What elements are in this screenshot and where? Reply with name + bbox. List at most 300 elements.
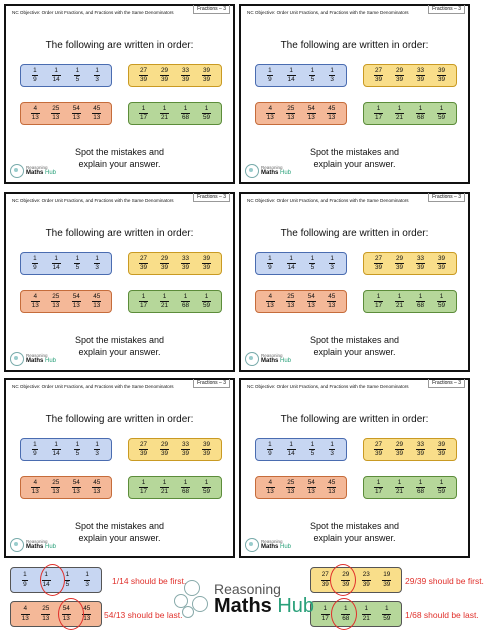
numerator: 1	[268, 66, 272, 74]
fraction	[395, 256, 404, 272]
green-fraction-box	[128, 476, 222, 499]
task-line-1: Spot the mistakes and	[74, 147, 165, 157]
hub-icon	[245, 164, 259, 178]
logo-word-reasoning: Reasoning	[26, 352, 48, 358]
fraction	[395, 480, 404, 496]
yellow-fraction-box	[128, 252, 222, 275]
denominator: 13	[62, 614, 70, 622]
logo-word-reasoning: Reasoning	[214, 580, 281, 597]
fraction	[51, 106, 60, 122]
fraction	[139, 480, 148, 496]
numerator: 1	[330, 254, 334, 262]
card-heading: The following are written in order:	[45, 414, 194, 425]
fraction	[32, 442, 38, 458]
fraction	[160, 106, 169, 122]
answer-yellow-box	[310, 567, 402, 593]
fraction	[160, 256, 169, 272]
fraction	[139, 442, 148, 458]
fraction	[64, 572, 70, 588]
fraction	[374, 106, 383, 122]
denominator: 39	[437, 76, 446, 83]
numerator: 4	[33, 478, 38, 486]
fraction	[202, 442, 211, 458]
denominator: 39	[160, 450, 169, 457]
denominator: 5	[75, 450, 80, 457]
denominator: 9	[33, 450, 37, 457]
numerator: 33	[416, 440, 425, 448]
numerator: 1	[343, 605, 348, 613]
fraction	[181, 256, 190, 272]
fraction	[327, 480, 336, 496]
fraction	[382, 572, 391, 588]
blue-fraction-box	[255, 64, 347, 87]
denominator: 59	[202, 302, 211, 309]
numerator: 1	[323, 605, 328, 613]
fraction	[52, 68, 61, 84]
denominator: 13	[307, 488, 315, 495]
logo-word-maths: Maths	[26, 358, 44, 365]
objective-text: NC Objective: Order Unit Fractions, and Fractions with the Same Denominators	[12, 198, 174, 203]
denominator: 5	[310, 450, 315, 457]
fraction	[329, 68, 335, 84]
numerator: 39	[437, 66, 446, 74]
numerator: 25	[287, 478, 295, 486]
answer-note-green: 1/68 should be last.	[405, 610, 479, 620]
denominator: 39	[374, 76, 383, 83]
denominator: 14	[52, 450, 60, 457]
denominator: 68	[416, 114, 425, 121]
numerator: 27	[374, 66, 383, 74]
fraction	[139, 256, 148, 272]
numerator: 1	[33, 66, 37, 74]
numerator: 27	[139, 254, 148, 262]
small-logo	[10, 164, 56, 178]
numerator: 1	[289, 254, 293, 262]
hub-icon	[10, 352, 24, 366]
fraction	[416, 256, 425, 272]
fraction	[22, 572, 28, 588]
denominator: 21	[362, 614, 370, 622]
numerator: 1	[183, 104, 188, 112]
numerator: 54	[307, 292, 315, 300]
denominator: 59	[202, 488, 211, 495]
blue-fraction-box	[20, 438, 112, 461]
numerator: 33	[181, 66, 190, 74]
fraction	[287, 442, 296, 458]
denominator: 21	[395, 114, 404, 121]
numerator: 27	[139, 66, 148, 74]
numerator: 1	[183, 478, 188, 486]
numerator: 1	[310, 254, 315, 262]
fraction	[395, 106, 404, 122]
numerator: 1	[75, 440, 80, 448]
denominator: 39	[139, 76, 148, 83]
objective-text: NC Objective: Order Unit Fractions, and Fractions with the Same Denominators	[247, 384, 409, 389]
fraction	[321, 606, 330, 622]
fraction	[321, 572, 330, 588]
numerator: 25	[52, 104, 60, 112]
numerator: 1	[33, 254, 37, 262]
fraction	[309, 442, 315, 458]
fraction	[72, 106, 81, 122]
denominator: 39	[437, 264, 446, 271]
fraction	[286, 480, 295, 496]
fraction	[21, 606, 30, 622]
fraction	[374, 480, 383, 496]
numerator: 1	[418, 478, 423, 486]
denominator: 68	[181, 488, 190, 495]
task-line-1: Spot the mistakes and	[309, 147, 400, 157]
denominator: 21	[160, 302, 169, 309]
fraction	[94, 442, 100, 458]
worksheet-card	[239, 4, 470, 184]
denominator: 9	[268, 450, 272, 457]
denominator: 39	[374, 264, 383, 271]
denominator: 39	[202, 450, 211, 457]
topic-tag: Fractions – 3	[193, 193, 230, 202]
numerator: 1	[439, 478, 444, 486]
worksheet-card	[239, 378, 470, 558]
numerator: 45	[93, 292, 101, 300]
denominator: 59	[437, 114, 446, 121]
numerator: 27	[321, 571, 329, 579]
numerator: 29	[395, 254, 404, 262]
fraction	[181, 480, 190, 496]
orange-fraction-box	[255, 290, 347, 313]
fraction	[267, 68, 273, 84]
numerator: 29	[160, 254, 169, 262]
denominator: 68	[416, 488, 425, 495]
numerator: 54	[307, 104, 315, 112]
numerator: 45	[83, 605, 91, 613]
denominator: 13	[287, 302, 295, 309]
denominator: 13	[287, 488, 295, 495]
denominator: 3	[330, 450, 334, 457]
fraction	[395, 294, 404, 310]
denominator: 3	[95, 264, 99, 271]
fraction	[395, 68, 404, 84]
numerator: 27	[139, 440, 148, 448]
logo-word-hub: Hub	[45, 170, 57, 177]
fraction	[266, 294, 275, 310]
numerator: 1	[310, 440, 315, 448]
numerator: 1	[75, 66, 80, 74]
yellow-fraction-box	[363, 252, 457, 275]
numerator: 33	[181, 254, 190, 262]
fraction	[437, 256, 446, 272]
small-logo	[10, 352, 56, 366]
numerator: 1	[376, 478, 381, 486]
denominator: 21	[395, 488, 404, 495]
logo-word-maths: Maths	[261, 170, 279, 177]
denominator: 13	[328, 114, 336, 121]
denominator: 39	[374, 450, 383, 457]
denominator: 13	[72, 488, 80, 495]
fraction	[382, 606, 391, 622]
reasoning-maths-hub-logo	[174, 580, 314, 618]
fraction	[329, 442, 335, 458]
numerator: 1	[204, 292, 209, 300]
fraction	[32, 256, 38, 272]
fraction	[181, 68, 190, 84]
fraction	[139, 106, 148, 122]
fraction	[160, 294, 169, 310]
card-heading: The following are written in order:	[45, 228, 194, 239]
green-fraction-box	[128, 290, 222, 313]
numerator: 29	[395, 66, 404, 74]
numerator: 1	[397, 478, 402, 486]
denominator: 13	[93, 488, 101, 495]
fraction	[374, 442, 383, 458]
card-heading: The following are written in order:	[280, 40, 429, 51]
numerator: 1	[183, 292, 188, 300]
denominator: 21	[160, 488, 169, 495]
fraction	[160, 442, 169, 458]
logo-word-hub: Hub	[280, 170, 292, 177]
topic-tag: Fractions – 3	[428, 193, 465, 202]
orange-fraction-box	[20, 290, 112, 313]
numerator: 1	[75, 254, 80, 262]
green-fraction-box	[363, 476, 457, 499]
fraction	[31, 106, 40, 122]
numerator: 45	[328, 104, 336, 112]
numerator: 1	[204, 104, 209, 112]
yellow-fraction-box	[128, 64, 222, 87]
logo-word-reasoning: Reasoning	[261, 164, 283, 170]
small-logo	[245, 164, 291, 178]
logo-word-reasoning: Reasoning	[26, 538, 48, 544]
topic-tag: Fractions – 3	[428, 5, 465, 14]
denominator: 13	[31, 488, 39, 495]
hub-icon	[245, 538, 259, 552]
fraction	[74, 442, 80, 458]
denominator: 39	[437, 450, 446, 457]
fraction	[286, 106, 295, 122]
numerator: 1	[162, 478, 167, 486]
numerator: 1	[330, 66, 334, 74]
numerator: 4	[23, 605, 28, 613]
hub-icon	[174, 580, 208, 618]
denominator: 9	[23, 580, 27, 588]
answer-note-blue: 1/14 should be first.	[112, 576, 187, 586]
denominator: 14	[42, 580, 50, 588]
numerator: 1	[384, 605, 389, 613]
blue-fraction-box	[20, 64, 112, 87]
numerator: 1	[54, 440, 58, 448]
denominator: 3	[95, 450, 99, 457]
fraction	[74, 256, 80, 272]
denominator: 9	[33, 76, 37, 83]
numerator: 25	[52, 292, 60, 300]
denominator: 68	[416, 302, 425, 309]
denominator: 17	[374, 488, 383, 495]
worksheet-card	[239, 192, 470, 372]
denominator: 39	[362, 580, 370, 588]
logo-word-hub: Hub	[280, 544, 292, 551]
fraction	[287, 256, 296, 272]
denominator: 39	[181, 264, 190, 271]
fraction	[374, 294, 383, 310]
denominator: 17	[139, 302, 148, 309]
denominator: 68	[342, 614, 350, 622]
objective-text: NC Objective: Order Unit Fractions, and Fractions with the Same Denominators	[247, 198, 409, 203]
topic-tag: Fractions – 3	[428, 379, 465, 388]
numerator: 29	[342, 571, 350, 579]
green-fraction-box	[363, 102, 457, 125]
logo-word-reasoning: Reasoning	[261, 538, 283, 544]
numerator: 29	[395, 440, 404, 448]
numerator: 1	[376, 292, 381, 300]
denominator: 39	[383, 580, 391, 588]
denominator: 39	[395, 76, 404, 83]
numerator: 39	[202, 254, 211, 262]
fraction	[362, 572, 371, 588]
denominator: 14	[287, 76, 295, 83]
numerator: 1	[418, 104, 423, 112]
fraction	[181, 442, 190, 458]
numerator: 39	[202, 440, 211, 448]
denominator: 39	[321, 580, 329, 588]
fraction	[309, 256, 315, 272]
fraction	[74, 68, 80, 84]
numerator: 1	[310, 66, 315, 74]
blue-fraction-box	[20, 252, 112, 275]
orange-fraction-box	[255, 102, 347, 125]
numerator: 29	[160, 66, 169, 74]
denominator: 13	[52, 114, 60, 121]
fraction	[202, 294, 211, 310]
blue-fraction-box	[255, 252, 347, 275]
denominator: 14	[52, 264, 60, 271]
numerator: 1	[397, 292, 402, 300]
logo-word-hub: Hub	[277, 594, 315, 617]
numerator: 25	[42, 605, 50, 613]
numerator: 1	[95, 66, 99, 74]
fraction	[92, 480, 101, 496]
fraction	[266, 480, 275, 496]
fraction	[287, 68, 296, 84]
fraction	[267, 442, 273, 458]
numerator: 39	[202, 66, 211, 74]
denominator: 39	[342, 580, 350, 588]
denominator: 39	[160, 76, 169, 83]
fraction	[437, 68, 446, 84]
fraction	[395, 442, 404, 458]
numerator: 45	[93, 104, 101, 112]
denominator: 39	[139, 450, 148, 457]
yellow-fraction-box	[363, 438, 457, 461]
fraction	[437, 480, 446, 496]
fraction	[92, 106, 101, 122]
denominator: 5	[310, 264, 315, 271]
denominator: 3	[85, 580, 89, 588]
worksheet-card	[4, 4, 235, 184]
denominator: 17	[374, 114, 383, 121]
fraction	[416, 294, 425, 310]
numerator: 4	[268, 292, 273, 300]
denominator: 9	[268, 264, 272, 271]
numerator: 1	[289, 66, 293, 74]
answer-orange-box	[10, 601, 102, 627]
denominator: 13	[266, 488, 274, 495]
denominator: 14	[52, 76, 60, 83]
denominator: 9	[268, 76, 272, 83]
fraction	[327, 106, 336, 122]
numerator: 45	[328, 292, 336, 300]
small-logo	[245, 538, 291, 552]
denominator: 13	[93, 114, 101, 121]
fraction	[437, 294, 446, 310]
numerator: 54	[62, 605, 70, 613]
objective-text: NC Objective: Order Unit Fractions, and Fractions with the Same Denominators	[12, 384, 174, 389]
denominator: 13	[287, 114, 295, 121]
denominator: 13	[31, 302, 39, 309]
mistake-circle	[40, 564, 65, 596]
card-heading: The following are written in order:	[45, 40, 194, 51]
hub-icon	[245, 352, 259, 366]
numerator: 1	[54, 254, 58, 262]
fraction	[160, 68, 169, 84]
task-line-2: explain your answer.	[313, 159, 396, 169]
denominator: 3	[330, 264, 334, 271]
numerator: 1	[364, 605, 369, 613]
task-line-2: explain your answer.	[78, 533, 161, 543]
fraction	[51, 294, 60, 310]
fraction	[52, 442, 61, 458]
task-line-1: Spot the mistakes and	[74, 521, 165, 531]
logo-word-maths: Maths	[26, 544, 44, 551]
denominator: 39	[416, 76, 425, 83]
fraction	[202, 480, 211, 496]
fraction	[139, 294, 148, 310]
denominator: 13	[266, 114, 274, 121]
fraction	[416, 442, 425, 458]
denominator: 39	[416, 450, 425, 457]
denominator: 13	[52, 488, 60, 495]
fraction	[416, 68, 425, 84]
denominator: 13	[83, 614, 91, 622]
denominator: 59	[383, 614, 391, 622]
yellow-fraction-box	[363, 64, 457, 87]
numerator: 33	[416, 66, 425, 74]
fraction	[437, 106, 446, 122]
small-logo	[10, 538, 56, 552]
yellow-fraction-box	[128, 438, 222, 461]
logo-word-maths: Maths	[261, 544, 279, 551]
numerator: 39	[437, 254, 446, 262]
orange-fraction-box	[255, 476, 347, 499]
denominator: 3	[95, 76, 99, 83]
denominator: 68	[181, 302, 190, 309]
topic-tag: Fractions – 3	[193, 5, 230, 14]
fraction	[92, 294, 101, 310]
denominator: 13	[307, 302, 315, 309]
denominator: 13	[72, 302, 80, 309]
numerator: 25	[52, 478, 60, 486]
logo-word-reasoning: Reasoning	[26, 164, 48, 170]
numerator: 39	[437, 440, 446, 448]
numerator: 45	[93, 478, 101, 486]
task-line-1: Spot the mistakes and	[74, 335, 165, 345]
denominator: 39	[395, 264, 404, 271]
card-heading: The following are written in order:	[280, 228, 429, 239]
numerator: 1	[95, 254, 99, 262]
task-line-2: explain your answer.	[313, 347, 396, 357]
logo-word-hub: Hub	[280, 358, 292, 365]
mistake-circle	[330, 564, 356, 596]
denominator: 13	[52, 302, 60, 309]
numerator: 54	[307, 478, 315, 486]
